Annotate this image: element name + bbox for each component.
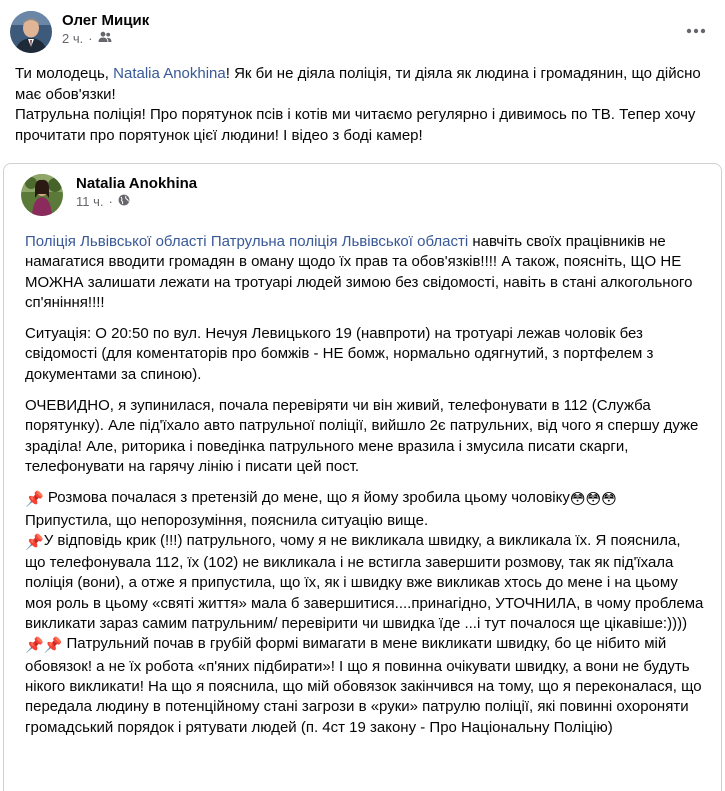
- shared-post-text: [25, 232, 705, 738]
- more-horizontal-icon: [686, 28, 706, 34]
- post-header: [10, 11, 149, 53]
- pushpin-icon: 📌📌: [25, 637, 63, 655]
- shared-post-timestamp[interactable]: 11 ч.: [76, 194, 104, 209]
- post-text: [15, 64, 715, 146]
- author-name[interactable]: Олег Мицик: [62, 12, 150, 29]
- shared-paragraph-4: 📌 Розмова почалася з претензій до мене, що я йому зробила цьому чоловіку😳😳😳 Припустила, що непорозуміння, пояснила ситуацію вище. 📌У відповідь крик (!!!) патрульного, чому я не викликала швидку, а викликала їх. Я пояснила, що телефонувала 112, їх (102) не викликала і не встигла завершити розмову, так як під'їхала поліція (вони), а отже я припустила, що їх, як і швидку вже викликав хтось до мене і на цьому моя роль в цьому «святі життя» мала б завершитися....принагідно, УТОЧНИЛА, в чому проблема викликати зараз самим патрульним/ перевірити чи швидка їде ...і тут почалося ще цікавіше:)))) 📌📌 Патрульний почав в грубій формі вимагати в мене викликати швидку, бо це нібито мій обовязок! а не їх робота «п'яних підбирати»! І що я повинна очікувати швидку, а вони не будуть нікого викликати! На що я пояснила, що мій обовязок закінчився на тому, що я переконалася, що передала людину в потенційному стані загрози в «руки» патрулю поліції, які повинні охороняти громадський порядок і рятувати людей (п. 4ст 19 закону - Про Національну Поліцію): [25, 489, 704, 736]
- mention-patrol-police[interactable]: Патрульна поліція Львівської області: [210, 233, 469, 250]
- mention-lviv-police[interactable]: Поліція Львівської області: [25, 233, 207, 250]
- shared-post-card: [3, 163, 722, 791]
- mention-link[interactable]: Natalia Anokhina: [113, 65, 226, 82]
- shared-paragraph-2: Ситуація: О 20:50 по вул. Нечуя Левицького 19 (навпроти) на тротуарі лежав чоловік без свідомості (для коментаторів про бомжів - НЕ бомж, нормально одягнутий, з портфелем з документами за спиною).: [25, 325, 654, 383]
- meta-separator: ·: [88, 31, 93, 46]
- friends-icon[interactable]: [98, 31, 112, 46]
- globe-icon[interactable]: [118, 194, 130, 209]
- shared-author-name[interactable]: Natalia Anokhina: [76, 175, 198, 192]
- post-meta: [62, 31, 149, 46]
- shared-author-avatar[interactable]: [21, 174, 63, 216]
- shared-post-header: [21, 174, 197, 216]
- flushed-face-icon: 😳😳😳: [569, 491, 617, 509]
- shared-meta-separator: ·: [108, 194, 113, 209]
- post-timestamp[interactable]: 2 ч.: [62, 31, 84, 46]
- shared-post-meta: [76, 194, 197, 209]
- post-paragraph-1: Ти молодець, Natalia Anokhina! Як би не діяла поліція, ти діяла як людина і громадянин, що дійсно має обов'язки!: [15, 65, 701, 103]
- author-avatar[interactable]: [10, 11, 52, 53]
- shared-paragraph-3: ОЧЕВИДНО, я зупинилася, почала перевіряти чи він живий, телефонувати в 112 (Служба порятунку). Але під'їхало авто патрульної поліції, вийшло 2є патрульних, від чого я спершу дуже зраділа! Але, риторика і поведінка патрульного мене вразила і змусила писати скарги, телефонувати на гарячу лінію і писати цей пост.: [25, 397, 699, 475]
- shared-paragraph-1: Поліція Львівської області Патрульна поліція Львівської області навчіть своїх працівників не намагатися вводити громадян в оману щодо їх прав та обов'язків!!!! А також, поясніть, ЩО НЕ МОЖНА залишати лежати на тротуарі людей зимою без свідомості, навіть в стані алкогольного сп'яніння!!!!: [25, 233, 693, 311]
- post-options-button[interactable]: [678, 13, 714, 49]
- pushpin-icon: 📌: [25, 533, 44, 551]
- pushpin-icon: 📌: [25, 491, 44, 509]
- post-paragraph-2: Патрульна поліція! Про порятунок псів і котів ми читаємо регулярно і дивимось по ТВ. Тепер хочу прочитати про порятунок цієї людини! І відео з боді камер!: [15, 106, 696, 144]
